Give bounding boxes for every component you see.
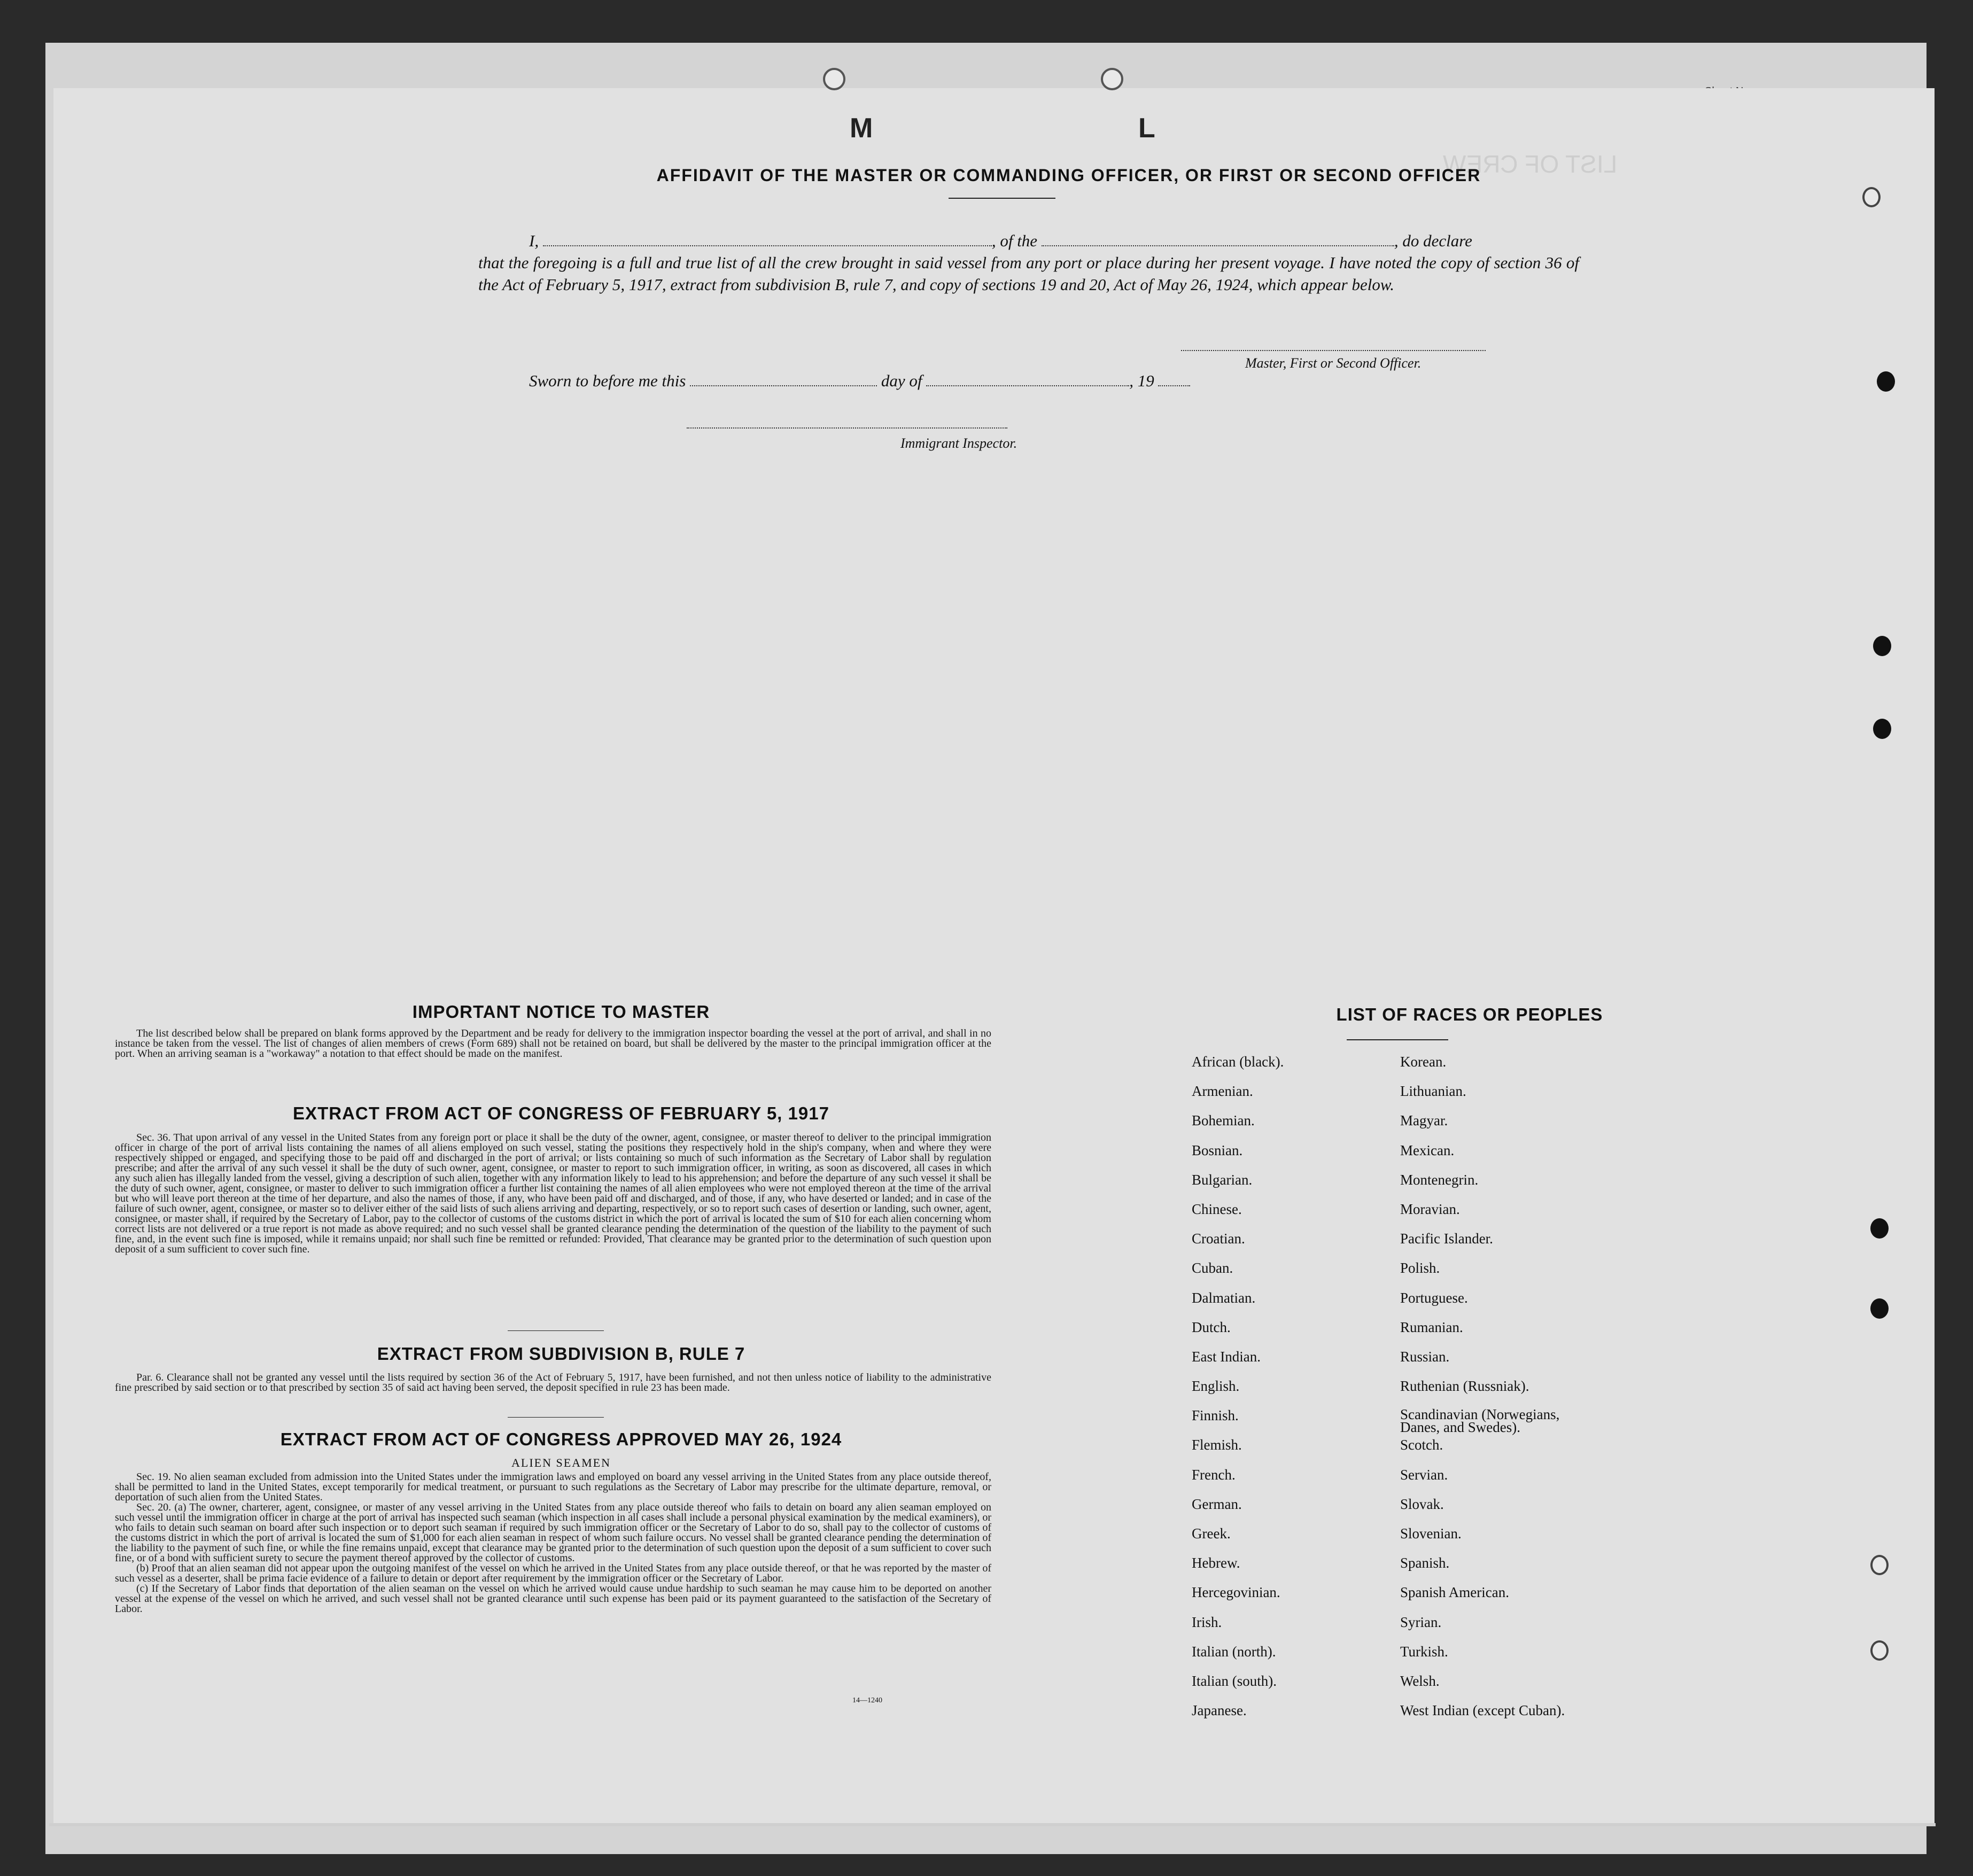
master-signature-line[interactable] bbox=[1181, 350, 1486, 351]
races-title: LIST OF RACES OR PEOPLES bbox=[1336, 1005, 1603, 1024]
race-item: Pacific Islander. bbox=[1400, 1231, 1493, 1247]
race-item: Lithuanian. bbox=[1400, 1083, 1466, 1100]
punch-hole bbox=[1873, 636, 1891, 656]
races-title-rule bbox=[1347, 1039, 1448, 1040]
sworn-day-field[interactable] bbox=[690, 373, 877, 386]
extract-1924-text bbox=[115, 1472, 991, 1614]
affidavit-body bbox=[478, 230, 1579, 295]
race-item: Scotch. bbox=[1400, 1437, 1443, 1453]
race-item: Russian. bbox=[1400, 1348, 1450, 1365]
race-item: East Indian. bbox=[1192, 1348, 1261, 1365]
inspector-signature-label: Immigrant Inspector. bbox=[900, 435, 1017, 451]
corner-mark-left: M bbox=[850, 113, 873, 144]
extract-rule7-text bbox=[115, 1373, 991, 1393]
race-item: African (black). bbox=[1192, 1054, 1284, 1070]
race-item: Montenegrin. bbox=[1400, 1171, 1479, 1188]
race-item: Bosnian. bbox=[1192, 1142, 1243, 1158]
extract-1924-title: EXTRACT FROM ACT OF CONGRESS APPROVED MAY 26, 1924 bbox=[280, 1429, 842, 1449]
extract-rule7-title: EXTRACT FROM SUBDIVISION B, RULE 7 bbox=[377, 1344, 745, 1364]
race-item: Spanish American. bbox=[1400, 1584, 1509, 1601]
alien-seamen-subtitle: ALIEN SEAMEN bbox=[511, 1456, 611, 1469]
race-item: Irish. bbox=[1192, 1614, 1222, 1630]
race-item: Cuban. bbox=[1192, 1260, 1233, 1276]
affidavit-statement: that the foregoing is a full and true list of all the crew brought in said vessel from any port or place during her present voyage. I have noted the copy of section 36 of the Act of February 5, 1917, extract from subdivision B, rule 7, and copy of sections 19 and 20, Act of May 26, 1924, which appear below. bbox=[478, 253, 1579, 294]
form-number: 14—1240 bbox=[852, 1696, 882, 1704]
race-item: Dutch. bbox=[1192, 1319, 1231, 1335]
race-item: Flemish. bbox=[1192, 1437, 1242, 1453]
race-item: Dalmatian. bbox=[1192, 1289, 1256, 1306]
sec-19-paragraph: Sec. 19. No alien seaman excluded from admission into the United States under the immigration laws and employed on board any vessel arriving in the United States from any place outside thereof, shall be permitted to land in the United States, except temporarily for medical treatment, or pursuant to such regulations as the Secretary of Labor may prescribe for the ultimate departure, removal, or deportation of such alien from the United States. bbox=[115, 1471, 991, 1503]
punch-hole bbox=[1870, 1640, 1889, 1661]
punch-hole bbox=[1862, 187, 1881, 207]
affidavit-i: I, bbox=[529, 231, 539, 250]
race-item: Hebrew. bbox=[1192, 1555, 1240, 1571]
race-item: Korean. bbox=[1400, 1054, 1447, 1070]
sworn-prefix: Sworn to before me this bbox=[529, 371, 686, 390]
punch-hole bbox=[1873, 719, 1891, 739]
race-item: German. bbox=[1192, 1496, 1242, 1512]
race-item: Syrian. bbox=[1400, 1614, 1442, 1630]
race-item: French. bbox=[1192, 1466, 1236, 1483]
race-item: Japanese. bbox=[1192, 1702, 1247, 1719]
race-item: Bulgarian. bbox=[1192, 1171, 1253, 1188]
sec-36-paragraph: Sec. 36. That upon arrival of any vessel in the United States from any foreign port or place it shall be the duty of the owner, agent, consignee, or master thereof to deliver to the principal immigration officer in charge of the port of arrival lists containing the names of all aliens employed on such vessel, stating the positions they respectively hold in the ship's company, when and where they were respectively shipped or engaged, and specifying those to be paid off and discharged in the port of arrival; or lists containing so much of such information as the Secretary of Labor shall by regulation prescribe; and after the arrival of any such vessel it shall be the duty of such owner, agent, consignee, or master to report to such immigration officer, in writing, as soon as discovered, all cases in which any such alien has illegally landed from the vessel, giving a description of such alien, together with any information likely to lead to his apprehension; and before the departure of any such vessel it shall be the duty of such owner, agent, consignee, or master to deliver to such immigration officer a further list containing the names of all alien employees who were not employed thereon at the time of the arrival but who will leave port thereon at the time of her departure, and also the names of those, if any, who have been paid off and discharged, and of those, if any, who have deserted or landed; and in case of the failure of such owner, agent, consignee, or master so to deliver either of the said lists of such aliens arriving and departing, respectively, or so to report such cases of desertion or landing, such owner, agent, consignee, or master shall, if required by the Secretary of Labor, pay to the collector of customs of the customs district in which the port of arrival is located the sum of $10 for each alien concerning whom correct lists are not delivered or a true report is not made as above required; and no such vessel shall be granted clearance pending the determination of the question of the liability to the payment of such fine, and, in the event such fine is imposed, while it remains unpaid; nor shall such fine be remitted or refunded: Provided, That clearance may be granted prior to the determination of such question upon deposit of a sum sufficient to cover such fine. bbox=[115, 1132, 991, 1255]
race-item: Slovenian. bbox=[1400, 1525, 1462, 1542]
race-item: Armenian. bbox=[1192, 1083, 1253, 1100]
race-item: Italian (south). bbox=[1192, 1672, 1277, 1689]
race-item: Ruthenian (Russniak). bbox=[1400, 1378, 1529, 1395]
race-item: Polish. bbox=[1400, 1260, 1440, 1276]
affidavit-of-the: , of the bbox=[991, 231, 1038, 250]
extract-divider bbox=[508, 1417, 604, 1418]
punch-hole bbox=[1870, 1298, 1889, 1319]
sworn-line bbox=[529, 371, 1190, 391]
sec-20c-paragraph: (c) If the Secretary of Labor finds that deportation of the alien seaman on the vessel on which he arrived would cause undue hardship to such seaman he may cause him to be deported on another vessel at the expense of the vessel on which he arrived, and such vessel shall not be granted clearance until such expense has been paid or its payment guaranteed to the satisfaction of the Secretary of Labor. bbox=[115, 1583, 991, 1615]
races-right-column bbox=[1400, 1054, 1593, 1732]
sec-20a-paragraph: Sec. 20. (a) The owner, charterer, agent, consignee, or master of any vessel arriving in the United States from any place outside thereof who fails to detain on board any alien seaman employed on such vessel until the immigration officer in charge at the port of arrival has inspected such seaman (which inspection in all cases shall include a personal physical examination by the medical examiners), or who fails to detain such seaman on board after such inspection or to deport such seaman if required by such immigration officer or the Secretary of Labor to do so, shall pay to the collector of customs of the customs district in which the port of arrival is located the sum of $1,000 for each alien seaman in respect of whom such failure occurs. No vessel shall be granted clearance pending the determination of the liability to the payment of such fine, or while the fine remains unpaid, except that clearance may be granted prior to the determination of such question upon the deposit of a sum sufficient to cover such fine, or of a bond with sufficient surety to secure the payment thereof approved by the collector of customs. bbox=[115, 1501, 991, 1564]
race-item: Mexican. bbox=[1400, 1142, 1455, 1158]
vessel-name-field[interactable] bbox=[1042, 232, 1394, 246]
notice-text bbox=[115, 1029, 991, 1059]
punch-hole bbox=[1877, 371, 1895, 392]
binder-ring-left bbox=[823, 68, 845, 90]
sworn-year-prefix: , 19 bbox=[1129, 371, 1154, 390]
race-item: Croatian. bbox=[1192, 1231, 1245, 1247]
affidavit-title-rule bbox=[949, 198, 1055, 199]
extract-1917-title: EXTRACT FROM ACT OF CONGRESS OF FEBRUARY 5, 1917 bbox=[293, 1103, 829, 1123]
sec-20b-paragraph: (b) Proof that an alien seaman did not appear upon the outgoing manifest of the vessel on which he arrived in the United States from any place outside thereof, or that he was reported by the master of such vessel as a deserter, shall be prima facie evidence of a failure to detain or deport after requirement by the immigration officer or the Secretary of Labor. bbox=[115, 1562, 991, 1584]
races-left-column bbox=[1192, 1054, 1284, 1732]
affidavit-do-declare: , do declare bbox=[1394, 231, 1472, 250]
sworn-year-field[interactable] bbox=[1158, 373, 1190, 386]
par-6-paragraph: Par. 6. Clearance shall not be granted any vessel until the lists required by section 36 of the Act of February 5, 1917, have been furnished, and not then unless notice of liability to the administrative fine prescribed by said section or to that prescribed by section 35 of said act having been served, the deposit specified in rule 23 has been made. bbox=[115, 1372, 991, 1394]
race-item: Bohemian. bbox=[1192, 1112, 1255, 1129]
race-item: Turkish. bbox=[1400, 1643, 1448, 1660]
punch-hole bbox=[1870, 1555, 1889, 1575]
sworn-month-field[interactable] bbox=[926, 373, 1129, 386]
punch-hole bbox=[1870, 1218, 1889, 1239]
race-item: Rumanian. bbox=[1400, 1319, 1463, 1335]
race-item: Slovak. bbox=[1400, 1496, 1444, 1512]
race-item: Servian. bbox=[1400, 1466, 1448, 1483]
notice-paragraph: The list described below shall be prepared on blank forms approved by the Department and be ready for delivery to the immigration inspector boarding the vessel at the port of arrival, and shall in no instance be taken from the vessel. The list of changes of alien members of crews (Form 689) shall not be retained on board, but shall be delivered by the master to the principal immigration officer at the port. When an arriving seaman is a "workaway" a notation to that effect should be made on the manifest. bbox=[115, 1027, 991, 1060]
race-item: Scandinavian (Norwegians, Danes, and Swedes). bbox=[1400, 1406, 1560, 1436]
notice-title: IMPORTANT NOTICE TO MASTER bbox=[412, 1002, 710, 1022]
manifest-back-page bbox=[53, 88, 1935, 1825]
race-item: English. bbox=[1192, 1378, 1240, 1395]
sheet-bottom-edge bbox=[49, 1823, 1936, 1826]
corner-mark-right: L bbox=[1138, 113, 1155, 144]
race-item: Portuguese. bbox=[1400, 1289, 1468, 1306]
sworn-day-of: day of bbox=[881, 371, 922, 390]
race-item: Finnish. bbox=[1192, 1407, 1239, 1424]
race-item: Moravian. bbox=[1400, 1201, 1460, 1217]
race-item: Hercegovinian. bbox=[1192, 1584, 1280, 1601]
extract-1917-text bbox=[115, 1133, 991, 1255]
race-item: Italian (north). bbox=[1192, 1643, 1276, 1660]
bleed-through-title: LIST OF CREW bbox=[1443, 150, 1618, 178]
binder-ring-right bbox=[1101, 68, 1123, 90]
race-item: Greek. bbox=[1192, 1525, 1231, 1542]
race-item: Chinese. bbox=[1192, 1201, 1242, 1217]
affidavit-title: AFFIDAVIT OF THE MASTER OR COMMANDING OFFICER, OR FIRST OR SECOND OFFICER bbox=[656, 166, 1481, 185]
inspector-signature-line[interactable] bbox=[687, 427, 1007, 429]
race-item: Magyar. bbox=[1400, 1112, 1448, 1129]
extract-divider bbox=[508, 1330, 604, 1331]
declarant-name-field[interactable] bbox=[543, 232, 992, 246]
race-item: Spanish. bbox=[1400, 1555, 1450, 1571]
race-item: West Indian (except Cuban). bbox=[1400, 1702, 1565, 1719]
master-signature-label: Master, First or Second Officer. bbox=[1245, 355, 1422, 371]
race-item: Welsh. bbox=[1400, 1672, 1440, 1689]
